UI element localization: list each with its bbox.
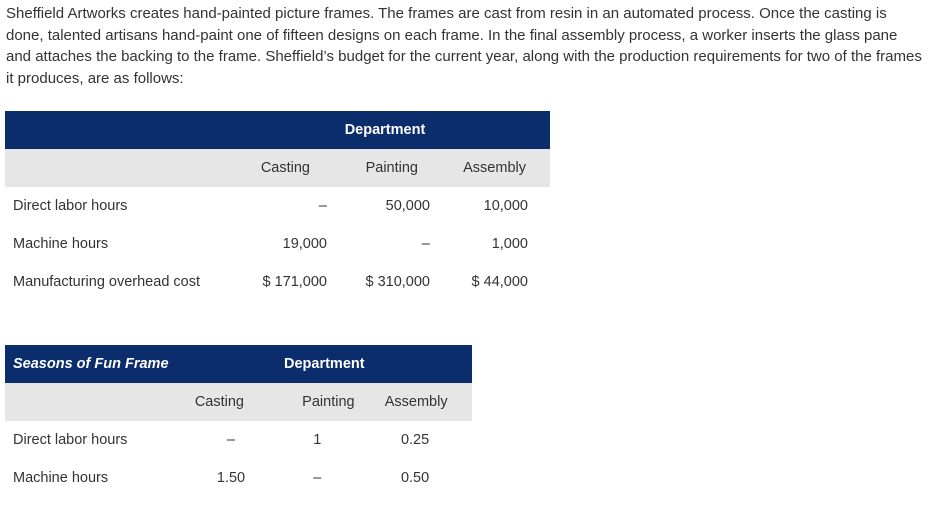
budget-table-header (5, 111, 550, 149)
row-label: Machine hours (13, 470, 109, 486)
column-casting: Casting (230, 149, 327, 187)
table-row (5, 421, 472, 459)
cell-assembly: 1,000 (491, 236, 528, 252)
table-row (5, 459, 472, 497)
cell-casting: – (318, 198, 327, 214)
table-row (5, 225, 550, 263)
cell-casting: – (226, 432, 236, 448)
frame-table-header (5, 345, 472, 383)
frame-table (5, 345, 472, 497)
cell-painting: 1 (313, 432, 322, 448)
column-assembly: Assembly (440, 149, 550, 187)
cell-assembly: 0.25 (400, 432, 430, 448)
cell-painting: – (313, 470, 322, 486)
budget-table-columns (5, 149, 550, 187)
column-painting: Painting (327, 149, 440, 187)
cell-assembly: 10,000 (483, 198, 528, 214)
cell-casting: 19,000 (282, 236, 327, 252)
column-casting: Casting (170, 383, 254, 421)
column-painting: Painting (254, 383, 365, 421)
cell-painting: – (421, 236, 430, 252)
cell-assembly: 0.50 (400, 470, 430, 486)
cell-casting: 1.50 (216, 470, 246, 486)
frame-table-columns (5, 383, 472, 421)
budget-table (5, 111, 550, 301)
row-label: Direct labor hours (13, 198, 128, 214)
department-header: Department (254, 345, 365, 383)
cell-painting: 50,000 (385, 198, 430, 214)
cell-casting: $ 171,000 (262, 274, 327, 290)
intro-paragraph: Sheffield Artworks creates hand-painted picture frames. The frames are cast from resin in an automated process. Once the casting is done, talented artisans hand-paint one of fifteen designs on each frame. In the final assembly process, a worker inserts the glass pane and attaches the backing to the frame. Sheffield’s budget for the current year, along with the production requirements for two of the frames it produces, are as follows: (6, 5, 922, 87)
cell-assembly: $ 44,000 (471, 274, 528, 290)
row-label: Direct labor hours (13, 432, 128, 448)
department-header: Department (230, 111, 440, 149)
table-row (5, 187, 550, 225)
row-label: Machine hours (13, 236, 109, 252)
frame-table-title: Seasons of Fun Frame (5, 345, 170, 383)
table-row (5, 263, 550, 301)
column-assembly: Assembly (365, 383, 472, 421)
cell-painting: $ 310,000 (365, 274, 430, 290)
row-label: Manufacturing overhead cost (13, 274, 200, 290)
